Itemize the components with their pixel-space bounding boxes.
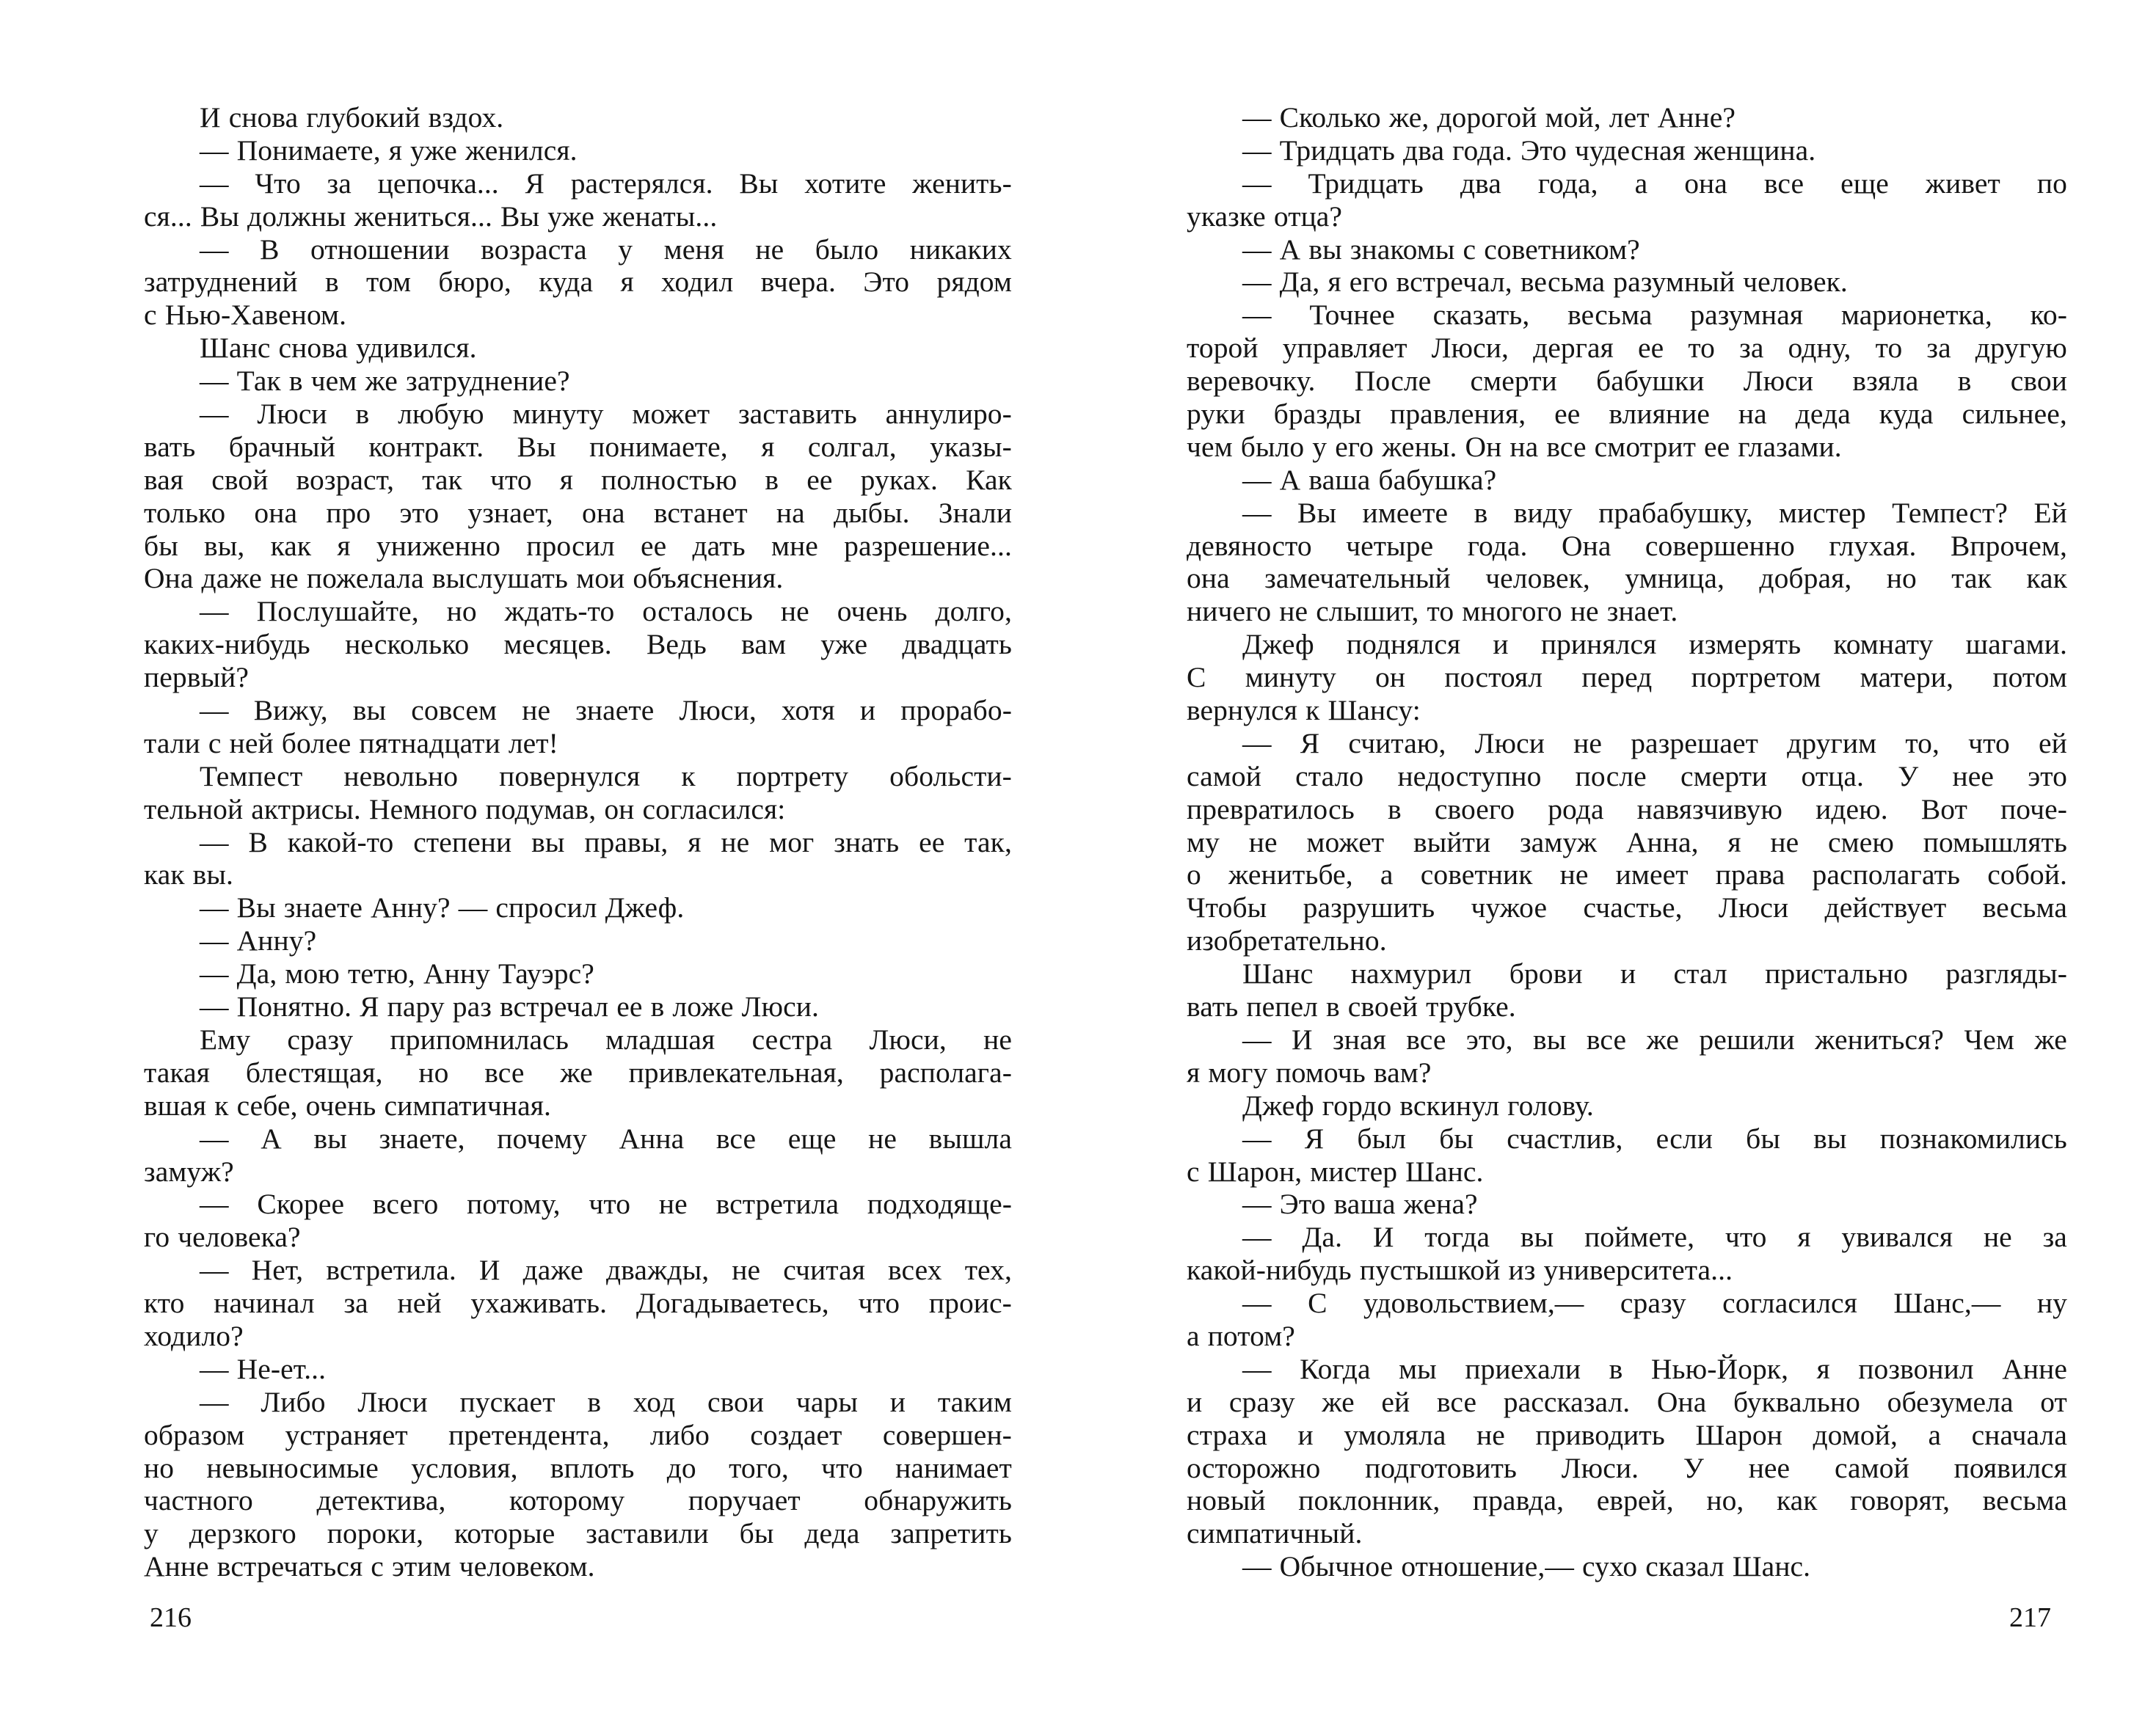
text-line: я могу помочь вам? bbox=[1187, 1056, 1432, 1089]
text-line: превратилось в своего рода навязчивую идею. Вот поче- bbox=[1187, 792, 2067, 825]
text-line: — Тридцать два года, а она все еще живет по bbox=[1242, 167, 2067, 200]
text-line: образом устраняет претендента, либо создает совершен- bbox=[144, 1418, 1012, 1451]
text-line: и сразу же ей все рассказал. Она буквально обезумела от bbox=[1187, 1385, 2067, 1418]
text-line: Шанс снова удивился. bbox=[200, 332, 477, 365]
text-line: Темпест невольно повернулся к портрету обольсти- bbox=[200, 759, 1012, 792]
text-line: — Когда мы приехали в Нью-Йорк, я позвонил Анне bbox=[1242, 1352, 2067, 1385]
text-line: девяносто четыре года. Она совершенно глухая. Впрочем, bbox=[1187, 529, 2067, 562]
text-line: — Послушайте, но ждать-то осталось не очень долго, bbox=[200, 595, 1012, 628]
text-line: как вы. bbox=[144, 858, 234, 891]
text-line: вать пепел в своей трубке. bbox=[1187, 990, 1516, 1023]
text-line: Джеф поднялся и принялся измерять комнату шагами. bbox=[1242, 628, 2067, 661]
text-line: симпатичный. bbox=[1187, 1517, 1363, 1550]
left-page-text bbox=[144, 101, 1012, 1583]
text-line: чем было у его жены. Он на все смотрит ее глазами. bbox=[1187, 430, 1842, 463]
text-line: — Вижу, вы совсем не знаете Люси, хотя и прорабо- bbox=[200, 694, 1012, 727]
text-line: осторожно подготовить Люси. У нее самой появился bbox=[1187, 1451, 2067, 1484]
text-line: вая свой возраст, так что я полностью в ее руках. Как bbox=[144, 463, 1012, 496]
text-line: каких-нибудь несколько месяцев. Ведь вам уже двадцать bbox=[144, 628, 1012, 661]
text-line: — Вы имеете в виду прабабушку, мистер Темпест? Ей bbox=[1242, 496, 2067, 529]
left-page-number: 216 bbox=[150, 1602, 192, 1633]
text-line: — Да. И тогда вы поймете, что я увивался не за bbox=[1242, 1221, 2067, 1254]
text-line: — Я был бы счастлив, если бы вы познакомились bbox=[1242, 1122, 2067, 1155]
text-line: такая блестящая, но все же привлекательная, располага- bbox=[144, 1056, 1012, 1089]
text-line: — И зная все это, вы все же решили жениться? Чем же bbox=[1242, 1023, 2067, 1056]
text-line: — Да, мою тетю, Анну Тауэрс? bbox=[200, 957, 594, 990]
text-line: С минуту он постоял перед портретом матери, потом bbox=[1187, 661, 2067, 694]
text-line: — Точнее сказать, весьма разумная марионетка, ко- bbox=[1242, 299, 2067, 332]
text-line: тельной актрисы. Немного подумав, он согласился: bbox=[144, 792, 786, 825]
text-line: Шанс нахмурил брови и стал пристально разгляды- bbox=[1242, 957, 2067, 990]
text-line: вшая к себе, очень симпатичная. bbox=[144, 1089, 551, 1122]
text-line: указке отца? bbox=[1187, 200, 1343, 233]
text-line: — А вы знакомы с советником? bbox=[1242, 233, 1640, 266]
text-line: — Люси в любую минуту может заставить аннулиро- bbox=[200, 398, 1012, 431]
text-line: му не может выйти замуж Анна, я не смею помышлять bbox=[1187, 825, 2067, 858]
text-line: торой управляет Люси, дергая ее то за одну, то за другую bbox=[1187, 332, 2067, 365]
text-line: затруднений в том бюро, куда я ходил вчера. Это рядом bbox=[144, 266, 1012, 299]
text-line: — Вы знаете Анну? — спросил Джеф. bbox=[200, 891, 685, 924]
text-line: — Что за цепочка... Я растерялся. Вы хотите женить- bbox=[200, 167, 1012, 200]
text-line: веревочку. После смерти бабушки Люси взяла в свои bbox=[1187, 365, 2067, 398]
text-line: но невыносимые условия, вплоть до того, что нанимает bbox=[144, 1451, 1012, 1484]
text-line: — Это ваша жена? bbox=[1242, 1188, 1478, 1221]
text-line: частного детектива, которому поручает обнаружить bbox=[144, 1484, 1012, 1517]
text-line: она замечательный человек, умница, добрая, но так как bbox=[1187, 562, 2067, 595]
text-line: Чтобы разрушить чужое счастье, Люси действует весьма bbox=[1187, 891, 2067, 924]
text-line: ся... Вы должны жениться... Вы уже женаты... bbox=[144, 200, 718, 233]
text-line: — Тридцать два года. Это чудесная женщина. bbox=[1242, 134, 1816, 167]
text-line: — Либо Люси пускает в ход свои чары и таким bbox=[200, 1385, 1012, 1418]
text-line: го человека? bbox=[144, 1221, 301, 1254]
text-line: — А вы знаете, почему Анна все еще не вышла bbox=[200, 1122, 1012, 1155]
text-line: замуж? bbox=[144, 1155, 234, 1188]
text-line: изобретательно. bbox=[1187, 924, 1387, 957]
text-line: — В какой-то степени вы правы, я не мог знать ее так, bbox=[200, 825, 1012, 858]
right-page-text bbox=[1187, 101, 2067, 1583]
text-line: — В отношении возраста у меня не было никаких bbox=[200, 233, 1012, 266]
text-line: с Шарон, мистер Шанс. bbox=[1187, 1155, 1484, 1188]
text-line: кто начинал за ней ухаживать. Догадываетесь, что проис- bbox=[144, 1287, 1012, 1320]
text-line: Ему сразу припомнилась младшая сестра Люси, не bbox=[200, 1023, 1012, 1056]
text-line: — Понимаете, я уже женился. bbox=[200, 134, 578, 167]
text-line: бы вы, как я униженно просил ее дать мне разрешение... bbox=[144, 529, 1012, 562]
text-line: какой-нибудь пустышкой из университета... bbox=[1187, 1254, 1733, 1287]
text-line: И снова глубокий вздох. bbox=[200, 101, 504, 134]
text-line: — Нет, встретила. И даже дважды, не считая всех тех, bbox=[200, 1254, 1012, 1287]
text-line: — Анну? bbox=[200, 924, 317, 957]
text-line: — Сколько же, дорогой мой, лет Анне? bbox=[1242, 101, 1736, 134]
text-line: ходило? bbox=[144, 1319, 244, 1352]
text-line: самой стало недоступно после смерти отца. У нее это bbox=[1187, 759, 2067, 792]
text-line: Джеф гордо вскинул голову. bbox=[1242, 1089, 1594, 1122]
text-line: Анне встречаться с этим человеком. bbox=[144, 1550, 595, 1583]
text-line: вернулся к Шансу: bbox=[1187, 694, 1421, 727]
text-line: тали с ней более пятнадцати лет! bbox=[144, 726, 558, 759]
text-line: а потом? bbox=[1187, 1319, 1295, 1352]
text-line: только она про это узнает, она встанет на дыбы. Знали bbox=[144, 496, 1012, 529]
text-line: — Я считаю, Люси не разрешает другим то, что ей bbox=[1242, 726, 2067, 759]
text-line: — С удовольствием,— сразу согласился Шанс,— ну bbox=[1242, 1287, 2067, 1320]
text-line: — Обычное отношение,— сухо сказал Шанс. bbox=[1242, 1550, 1811, 1583]
text-line: новый поклонник, правда, еврей, но, как говорят, весьма bbox=[1187, 1484, 2067, 1517]
text-line: вать брачный контракт. Вы понимаете, я солгал, указы- bbox=[144, 430, 1012, 463]
text-line: о женитьбе, а советник не имеет права располагать собой. bbox=[1187, 858, 2067, 891]
right-page-number: 217 bbox=[2009, 1602, 2051, 1633]
text-line: — Не-ет... bbox=[200, 1352, 327, 1385]
text-line: Она даже не пожелала выслушать мои объяснения. bbox=[144, 562, 784, 595]
text-line: — Да, я его встречал, весьма разумный человек. bbox=[1242, 266, 1848, 299]
text-line: у дерзкого пороки, которые заставили бы деда запретить bbox=[144, 1517, 1012, 1550]
right-page bbox=[1078, 0, 2156, 1716]
text-line: — Понятно. Я пару раз встречал ее в ложе Люси. bbox=[200, 990, 819, 1023]
text-line: первый? bbox=[144, 661, 249, 694]
text-line: — Так в чем же затруднение? bbox=[200, 365, 570, 398]
text-line: — А ваша бабушка? bbox=[1242, 463, 1497, 496]
text-line: страха и умоляла не приводить Шарон домой, а сначала bbox=[1187, 1418, 2067, 1451]
text-line: руки бразды правления, ее влияние на деда куда сильнее, bbox=[1187, 398, 2067, 431]
text-line: — Скорее всего потому, что не встретила подходяще- bbox=[200, 1188, 1012, 1221]
text-line: ничего не слышит, то многого не знает. bbox=[1187, 595, 1678, 628]
text-line: с Нью-Хавеном. bbox=[144, 299, 347, 332]
